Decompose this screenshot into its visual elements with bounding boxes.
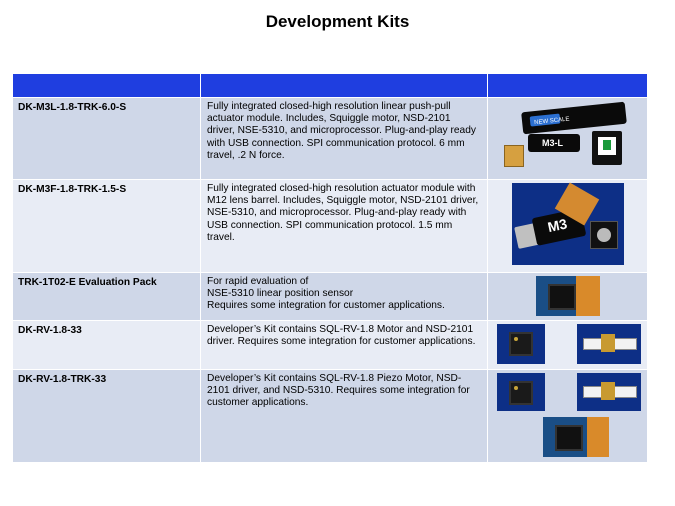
kit-photo-cell: [488, 273, 648, 321]
chip-motor-and-board-photo: [493, 373, 643, 459]
kit-description: Fully integrated closed-high resolution actuator module with M12 lens barrel. Includes, Squiggle motor, NSD-2101 driver, NSE-5310, and microprocessor. Plug-and-play ready with USB connection. SPI communication protocol. 1.5 mm travel.: [201, 180, 488, 273]
evaluation-board-photo: [536, 276, 600, 316]
page-title: Development Kits: [265, 12, 410, 31]
table-row: [13, 180, 648, 273]
table-row: [13, 370, 648, 463]
m3l-usb-module-photo: [500, 101, 635, 173]
kit-photo-cell: [488, 321, 648, 370]
kit-name: DK-M3F-1.8-TRK-1.5-S: [13, 180, 201, 273]
photo-label-brand: NEW SCALE: [534, 116, 570, 127]
header-cell-photo: [488, 74, 648, 98]
kit-photo-cell: [488, 370, 648, 463]
m3f-usb-module-photo: [512, 183, 624, 265]
table-row: [13, 321, 648, 370]
table-row: [13, 98, 648, 180]
kit-name: TRK-1T02-E Evaluation Pack: [13, 273, 201, 321]
kit-description: For rapid evaluation of NSE-5310 linear position sensor Requires some integration for customer applications.: [201, 273, 488, 321]
photo-label-model: M3-L: [542, 138, 563, 148]
driver-chip-and-motor-photo: [493, 324, 643, 366]
header-cell-name: [13, 74, 201, 98]
photo-label-model: M3: [545, 215, 569, 236]
kit-name: DK-RV-1.8-33: [13, 321, 201, 370]
kit-name: DK-M3L-1.8-TRK-6.0-S: [13, 98, 201, 180]
table-row: [13, 273, 648, 321]
kit-name: DK-RV-1.8-TRK-33: [13, 370, 201, 463]
kit-description: Developer’s Kit contains SQL-RV-1.8 Motor and NSD-2101 driver. Requires some integration for customer applications.: [201, 321, 488, 370]
table-header-row: [13, 74, 648, 98]
development-kits-table: [12, 73, 648, 463]
kit-description: Developer’s Kit contains SQL-RV-1.8 Piezo Motor, NSD-2101 driver, and NSD-5310. Requires some integration for customer applications.: [201, 370, 488, 463]
kit-photo-cell: [488, 98, 648, 180]
kit-photo-cell: [488, 180, 648, 273]
header-cell-description: [201, 74, 488, 98]
kit-description: Fully integrated closed-high resolution linear push-pull actuator module. Includes, Squiggle motor, NSD-2101 driver, NSE-5310, and microprocessor. Plug-and-play ready with USB connection. SPI communication protocol. 6 mm travel, .2 N force.: [201, 98, 488, 180]
